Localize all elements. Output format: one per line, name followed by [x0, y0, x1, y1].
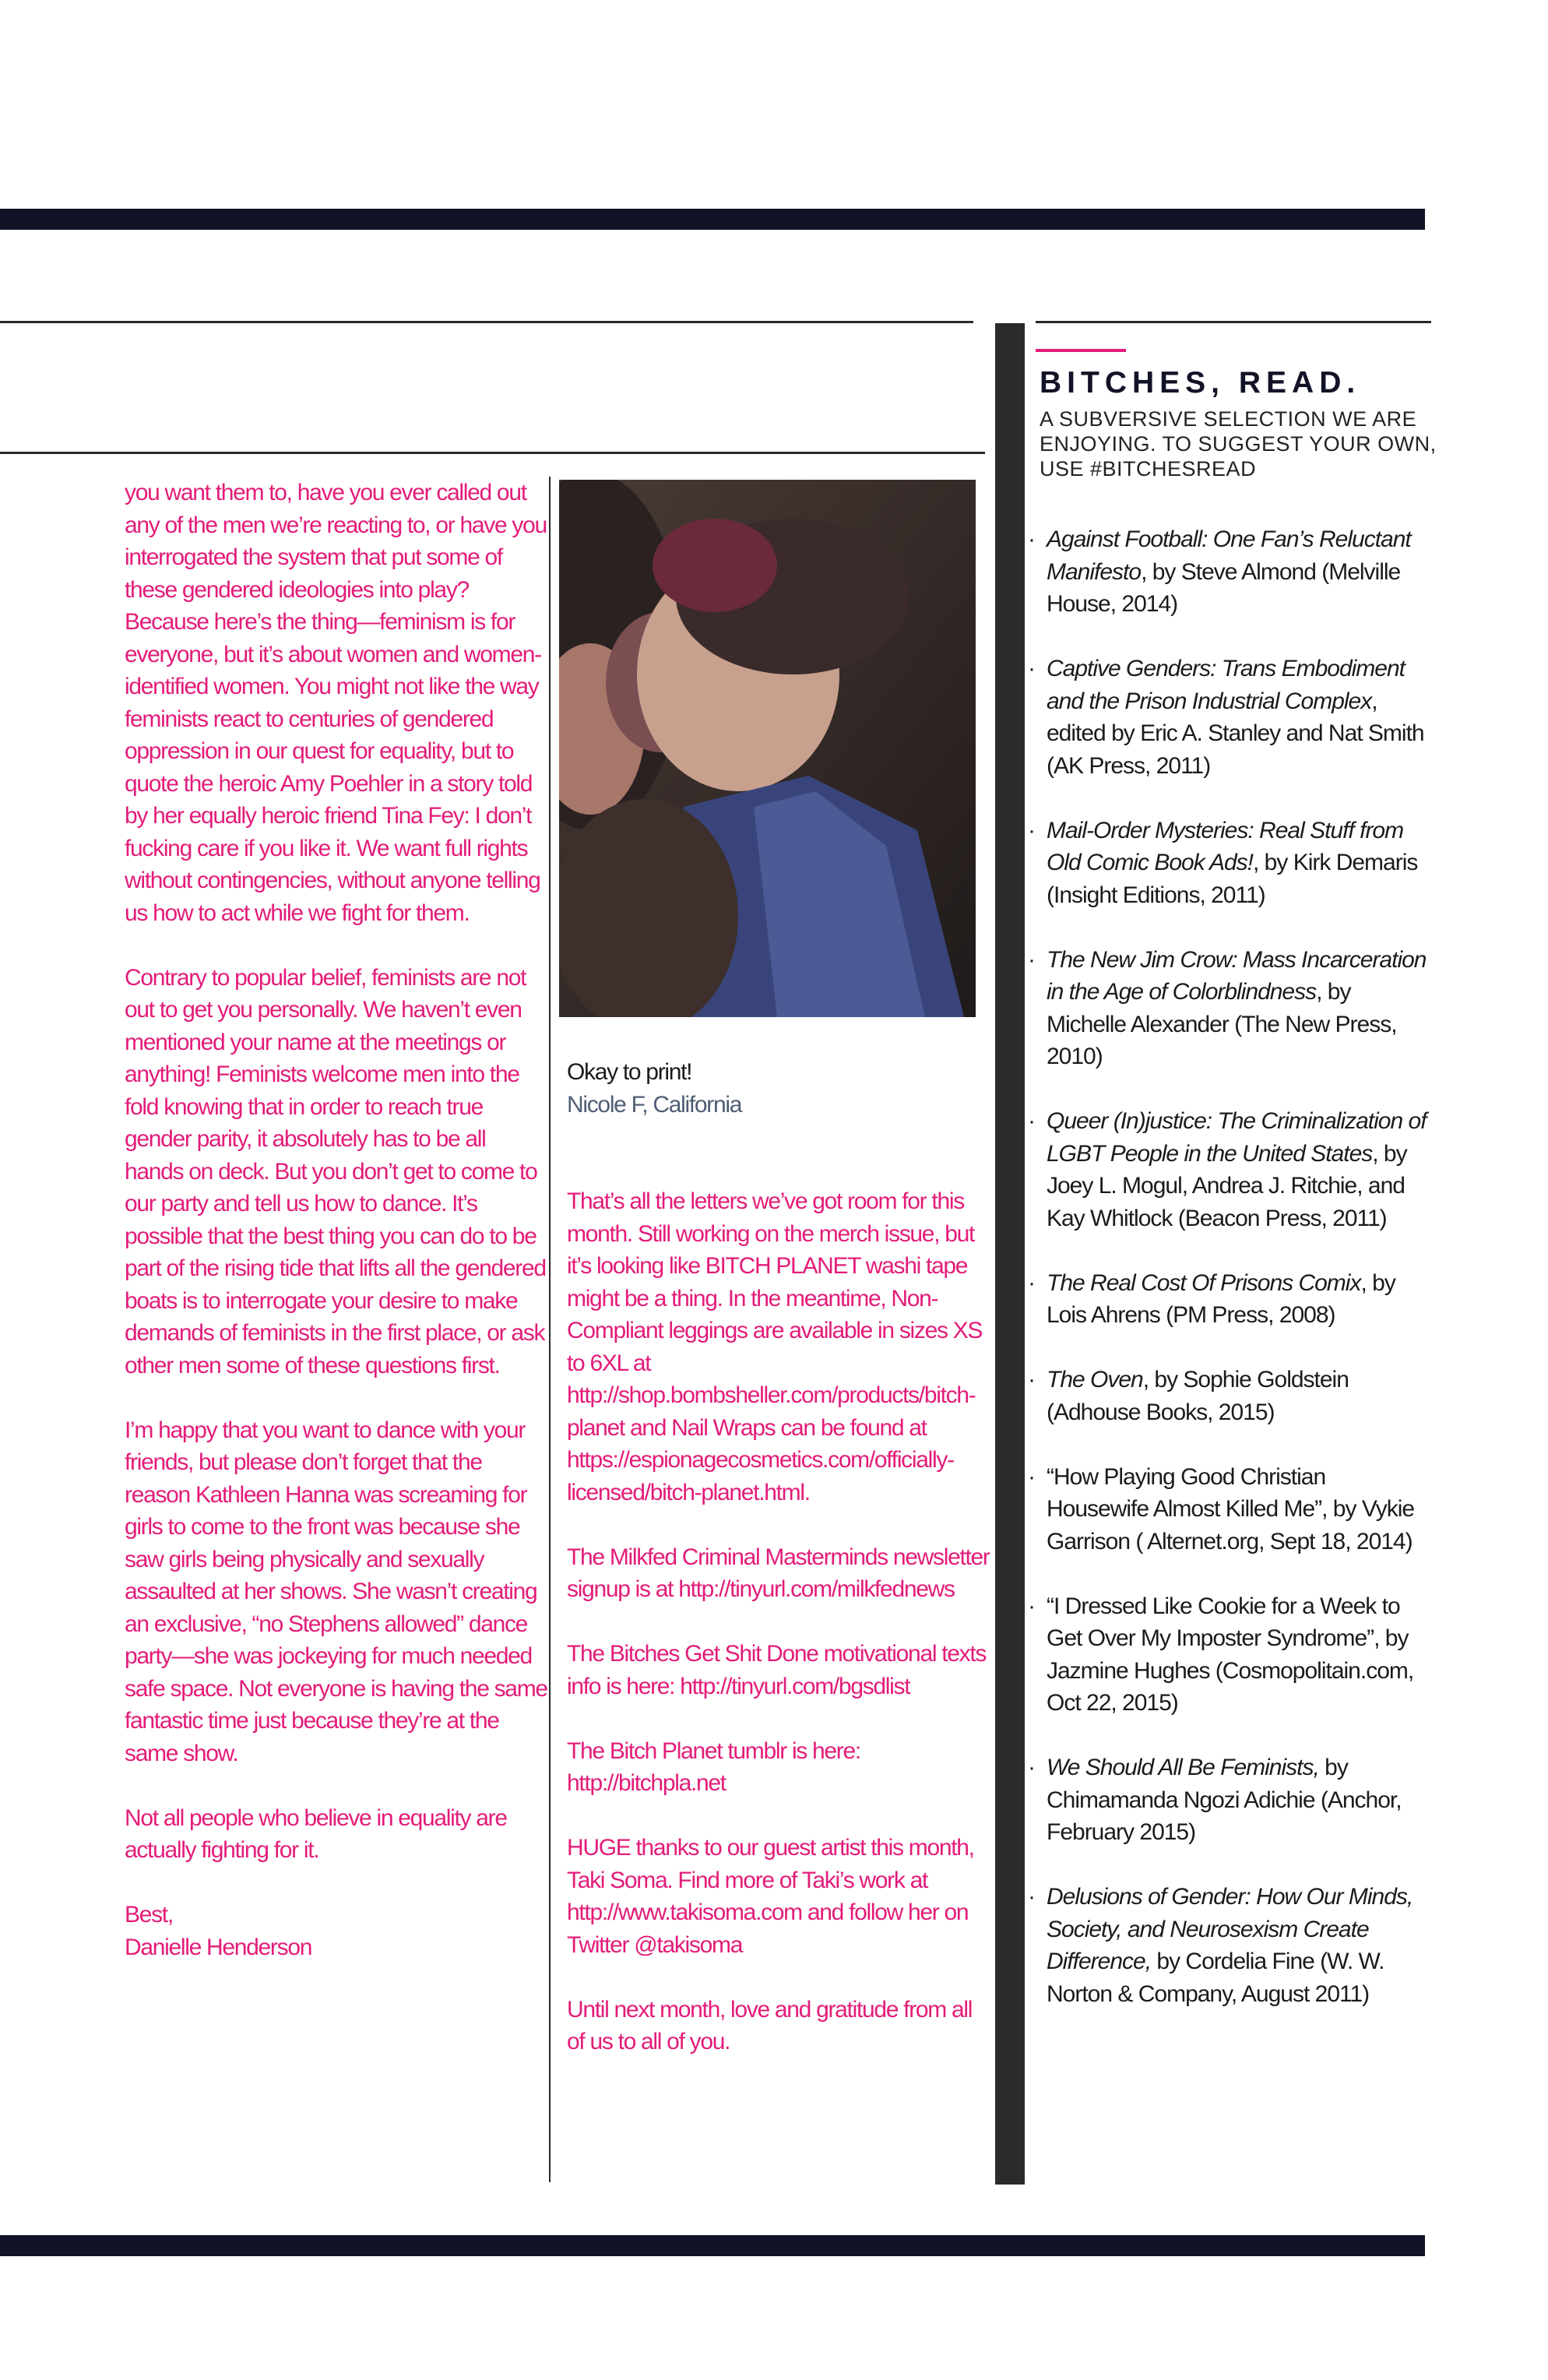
bullet: ·: [1028, 1367, 1035, 1392]
letter-paragraph: Contrary to popular belief, feminists are not out to get you personally. We haven’t even mentioned your name at the meetings or anything! Feminists welcome men into the fold knowing that in order to reach true gender parity, it absolutely has to be all hands on deck. But you don’t get to come to our party and tell us how to dance. It’s possible that the best thing you can do to be part of the rising tide that lifts all the gendered boats is to interrogate your desire to make demands of feminists in the first place, or ask other men some of these questions first.: [125, 964, 546, 1378]
book-title: The New Jim Crow: Mass Incarceration in the Age of Colorblindness: [1047, 946, 1427, 1005]
bullet: ·: [1028, 1593, 1035, 1619]
list-item: [1026, 815, 1431, 912]
sidebar-heading: BITCHES, READ.: [1040, 366, 1361, 400]
book-detail: , by Michelle Alexander (The New Press, 2010): [1047, 979, 1397, 1069]
book-title: Mail-Order Mysteries: Real Stuff from Old Comic Book Ads!: [1047, 817, 1404, 875]
sidebar-accent-line: [1036, 349, 1126, 352]
book-title: The Real Cost Of Prisons Comix: [1047, 1269, 1361, 1296]
book-title: The Oven: [1047, 1367, 1143, 1392]
signoff: Best,: [125, 1902, 173, 1928]
closing-paragraph: Until next month, love and gratitude from all of us to all of you.: [567, 1996, 973, 2054]
list-item: [1026, 523, 1431, 621]
letter-column: [125, 477, 549, 1963]
book-detail: , by Sophie Goldstein (Adhouse Books, 2015): [1047, 1367, 1349, 1425]
bullet: ·: [1028, 1755, 1035, 1780]
bullet: ·: [1028, 1463, 1035, 1490]
closing-paragraph: The Bitch Planet tumblr is here: http://bitchpla.net: [567, 1737, 860, 1796]
book-detail: , edited by Eric A. Stanley and Nat Smith (AK Press, 2011): [1047, 688, 1424, 779]
book-detail: “How Playing Good Christian Housewife Almost Killed Me”, by Vykie Garrison ( Alternet.org, Sept 18, 2014): [1047, 1463, 1415, 1554]
book-detail: by Cordelia Fine (W. W. Norton & Company, August 2011): [1047, 1949, 1384, 2007]
reader-photo: [559, 480, 976, 1017]
list-item: [1026, 1364, 1431, 1428]
list-item: [1026, 944, 1431, 1073]
bullet: ·: [1028, 817, 1035, 843]
reader-photo-image: [559, 480, 976, 1017]
sidebar-top-rule: [1036, 321, 1431, 323]
sidebar-subheading: A SUBVERSIVE SELECTION WE ARE ENJOYING. TO SUGGEST YOUR OWN, USE #BITCHESREAD: [1040, 407, 1437, 481]
bullet: ·: [1028, 1108, 1035, 1134]
book-title: Queer (In)justice: The Criminalization of LGBT People in the United States: [1047, 1108, 1427, 1167]
list-item: [1026, 1105, 1431, 1234]
list-item: [1026, 1752, 1431, 1849]
list-item: [1026, 653, 1431, 782]
signature: Danielle Henderson: [125, 1934, 312, 1960]
book-title: Against Football: One Fan’s Reluctant Manifesto: [1047, 526, 1411, 585]
closing-paragraph: The Milkfed Criminal Masterminds newsletter signup is at http://tinyurl.com/milkfednews: [567, 1544, 990, 1602]
letter-paragraph: I’m happy that you want to dance with your friends, but please don’t forget that the reason Kathleen Hanna was screaming for girls to come to the front was because she saw girls being physically and sexually assaulted at her shows. She wasn’t creating an exclusive, “no Stephens allowed” dance party—she was jockeying for much needed safe space. Not everyone is having the same fantastic time just because they’re at the same show.: [125, 1417, 547, 1766]
bottom-footer-bar: [0, 2235, 1425, 2256]
book-detail: , by Lois Ahrens (PM Press, 2008): [1047, 1269, 1395, 1328]
book-detail: , by Kirk Demaris (Insight Editions, 2011): [1047, 850, 1418, 908]
letter-paragraph: Not all people who believe in equality are actually fighting for it.: [125, 1804, 507, 1863]
closing-paragraph: The Bitches Get Shit Done motivational texts info is here: http://tinyurl.com/bgsdlist: [567, 1641, 987, 1699]
middle-column: [567, 1056, 991, 2090]
top-header-bar: [0, 209, 1425, 230]
closing-paragraph: That’s all the letters we’ve got room for this month. Still working on the merch issue, but it’s looking like BITCH PLANET washi tape might be a thing. In the meantime, Non-Compliant leggings are available in sizes XS to 6XL at http://shop.bombsheller.com/products/bitch-planet and Nail Wraps can be found at https://espionagecosmetics.com/officially-licensed/bitch-planet.html.: [567, 1188, 983, 1505]
reading-list: [1026, 523, 1431, 2043]
list-item: [1026, 1881, 1431, 2010]
photo-caption-title: Okay to print!: [567, 1059, 692, 1085]
bullet: ·: [1028, 1269, 1035, 1296]
letter-paragraph: you want them to, have you ever called out any of the men we’re reacting to, or have you interrogated the system that put some of these gendered ideologies into play? Because here’s the thing—feminism is for everyone, but it’s about women and women-identified women. You might not like the way feminists react to centuries of gendered oppression in our quest for equality, but to quote the heroic Amy Poehler in a story told by her equally heroic friend Tina Fey: I don’t fucking care if you like it. We want full rights without contingencies, without anyone telling us how to act while we fight for them.: [125, 480, 547, 926]
book-detail: by Chimamanda Ngozi Adichie (Anchor, February 2015): [1047, 1755, 1402, 1845]
book-title: We Should All Be Feminists,: [1047, 1755, 1319, 1780]
bullet: ·: [1028, 946, 1035, 973]
sidebar-stripe: [995, 323, 1025, 2185]
list-item: [1026, 1461, 1431, 1558]
book-title: Captive Genders: Trans Embodiment and the Prison Industrial Complex: [1047, 656, 1405, 714]
list-item: [1026, 1267, 1431, 1332]
book-detail: , by Joey L. Mogul, Andrea J. Ritchie, and Kay Whitlock (Beacon Press, 2011): [1047, 1140, 1407, 1231]
bullet: ·: [1028, 526, 1035, 552]
bullet: ·: [1028, 656, 1035, 681]
list-item: [1026, 1590, 1431, 1720]
left-top-rule: [0, 321, 973, 323]
bullet: ·: [1028, 1884, 1035, 1910]
left-second-rule: [0, 452, 985, 454]
closing-paragraph: HUGE thanks to our guest artist this month, Taki Soma. Find more of Taki’s work at http://www.takisoma.com and follow her on Twitter @takisoma: [567, 1835, 974, 1958]
book-title: Delusions of Gender: How Our Minds, Society, and Neurosexism Create Difference,: [1047, 1884, 1413, 1974]
photo-caption-credit: Nicole F, California: [567, 1091, 742, 1118]
book-detail: “I Dressed Like Cookie for a Week to Get Over My Imposter Syndrome”, by Jazmine Hughes (Cosmopolitain.com, Oct 22, 2015): [1047, 1593, 1414, 1716]
book-detail: , by Steve Almond (Melville House, 2014): [1047, 558, 1401, 617]
column-divider: [549, 477, 551, 2182]
